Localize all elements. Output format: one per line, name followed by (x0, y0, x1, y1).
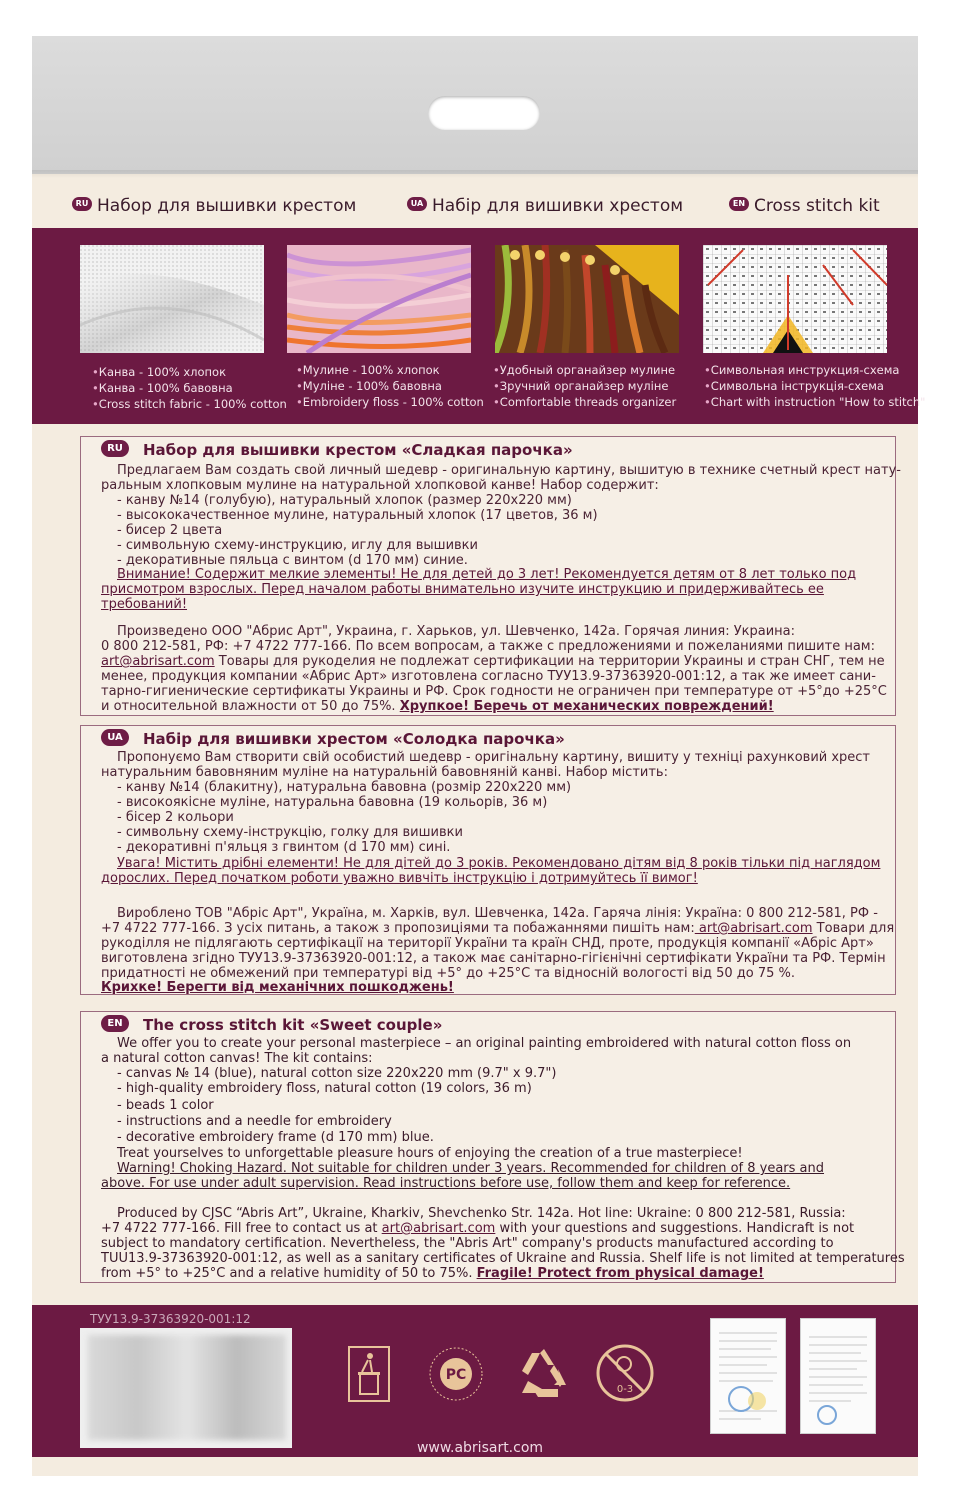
trash-bin-icon (348, 1346, 390, 1402)
ua-item: - бісер 2 кольори (117, 810, 234, 825)
title-ua (407, 196, 683, 218)
en-warning-line: above. For use under adult supervision. Read instructions before use, follow them and keep for reference. (101, 1176, 791, 1191)
ru-producer-line (101, 699, 774, 714)
canvas-fabric-photo (80, 245, 264, 353)
ru-item: - канву №14 (голубую), натуральный хлопок (размер 220х220 мм) (117, 493, 572, 508)
ua-fragile-note: Крихке! Берегти від механічних пошкоджень! (101, 980, 454, 995)
ru-producer-text: Товары для рукоделия не подлежат сертификации на территории Украины и стран СНГ, тем не (214, 654, 885, 669)
ua-warning-line: дорослих. Перед початком роботи уважно вивчіть інструкцію і дотримуйтесь її вимог! (101, 871, 698, 886)
ru-title: Набор для вышивки крестом «Сладкая парочка» (143, 441, 573, 459)
caption-line: • Chart with instruction "How to stitch" (704, 394, 925, 410)
ua-heading (101, 730, 565, 748)
ua-description-panel (80, 725, 896, 995)
hang-hole (428, 96, 540, 130)
website-url[interactable]: www.abrisart.com (416, 1440, 544, 1456)
en-item: - instructions and a needle for embroidery (117, 1114, 392, 1129)
ua-item: - канву №14 (блакитну), натуральна бавовна (розмір 220х220 мм) (117, 780, 572, 795)
caption-line: • Comfortable threads organizer (493, 394, 676, 410)
ua-producer-line (101, 921, 894, 936)
ru-intro-line: Предлагаем Вам создать свой личный шедевр - оригинальную картину, вышитую в технике счетный крест нату- (117, 463, 901, 478)
en-fragile-note: Fragile! Protect from physical damage! (476, 1266, 764, 1281)
ru-email-link[interactable]: art@abrisart.com (101, 654, 215, 669)
ua-title: Набір для вишивки хрестом «Солодка парочка» (143, 730, 565, 748)
en-item: - beads 1 color (117, 1098, 214, 1113)
ru-item: - декоративные пяльца с винтом (d 170 мм) синие. (117, 553, 468, 568)
badge-ua: UA (407, 197, 427, 211)
caption-line: • Embroidery floss - 100% cotton (296, 394, 484, 410)
certificate-document-2 (800, 1318, 876, 1434)
tuu-code: ТУУ13.9-37363920-001:12 (90, 1312, 251, 1326)
en-heading (101, 1016, 442, 1034)
ua-item: - декоративні п'яльця з гвинтом (d 170 мм) сині. (117, 840, 451, 855)
feature-caption-3 (493, 362, 676, 410)
ru-warning-line: Внимание! Содержит мелкие элементы! Не для детей до 3 лет! Рекомендуется детям от 8 лет только под (117, 567, 857, 582)
ua-item: - високоякісне муліне, натуральна бавовна (19 кольорів, 36 м) (117, 795, 548, 810)
ru-description-panel (80, 436, 901, 716)
ua-producer-text: Товари для (812, 921, 895, 936)
badge-ru: RU (72, 197, 92, 211)
en-description-panel (80, 1011, 905, 1283)
en-item: - high-quality embroidery floss, natural cotton (19 colors, 36 m) (117, 1081, 532, 1096)
barcode-blurred (88, 1335, 286, 1440)
ru-heading (101, 441, 573, 459)
ru-badge: RU (101, 440, 129, 457)
ru-item: - бисер 2 цвета (117, 523, 223, 538)
ua-email-link[interactable]: art@abrisart.com (694, 921, 813, 936)
title-ua-text: Набір для вишивки хрестом (432, 196, 684, 216)
ru-intro-line: ральным хлопковым мулине на натуральной хлопковой канве! Набор содержит: (101, 478, 659, 493)
feature-caption-2 (296, 362, 484, 410)
en-title: The cross stitch kit «Sweet couple» (143, 1016, 443, 1034)
title-ru-text: Набор для вышивки крестом (97, 196, 357, 216)
en-badge: EN (101, 1015, 129, 1032)
card-top-shadow (32, 170, 918, 178)
embroidery-floss-photo (287, 245, 471, 353)
ru-producer-line (101, 654, 885, 669)
not-for-children-0-3-icon (594, 1342, 656, 1404)
ru-producer-line: менее, продукция компании «Абрис Арт» изготовлена согласно ТУУ13.9-37363920-001:12, а так же имеет сани- (101, 669, 876, 684)
eco-seal-icon (422, 1343, 490, 1405)
badge-en: EN (729, 197, 749, 211)
threads-organizer-photo (495, 245, 679, 353)
ua-producer-line: Вироблено ТОВ "Абріс Арт", Україна, м. Харків, вул. Шевченка, 142а. Гаряча лінія: Україна: 0 800 212-581, РФ - (117, 906, 878, 921)
recycle-icon (514, 1345, 574, 1401)
en-producer-line: subject to mandatory certification. Nevertheless, the "Abris Art" company's products manufactured according to (101, 1236, 834, 1251)
chart-pattern-photo (703, 245, 887, 353)
en-item: - canvas № 14 (blue), natural cotton size 220x220 mm (9.7" x 9.7") (117, 1066, 557, 1081)
en-producer-text: +7 4722 777-166. Fill free to contact us at (101, 1221, 382, 1236)
caption-line: • Символьна інструкція-схема (704, 378, 925, 394)
ru-warning-line: присмотром взрослых. Перед началом работы внимательно изучите инструкцию и придерживайтесь ее (101, 582, 824, 597)
title-ru (72, 196, 356, 218)
en-email-link[interactable]: art@abrisart.com (381, 1221, 496, 1236)
ua-producer-text: +7 4722 777-166. З усіх питань, а також з пропозиціями та побажаннями пишіть нам: (101, 921, 695, 936)
age-label: 0-3 (616, 1384, 634, 1395)
caption-line: • Зручний органайзер муліне (493, 378, 676, 394)
en-producer-text: with your questions and suggestions. Handicraft is not (495, 1221, 855, 1236)
ua-item: - символьну схему-інструкцію, голку для вишивки (117, 825, 463, 840)
ua-intro-line: Пропонуємо Вам створити свій особистий шедевр - оригінальну картину, вишиту у техніці рахунковий хрест (117, 750, 871, 765)
en-warning-line: Warning! Choking Hazard. Not suitable for children under 3 years. Recommended for children of 8 years and (117, 1161, 825, 1176)
caption-line: • Мулине - 100% хлопок (296, 362, 484, 378)
card-bottom-edge (32, 1457, 918, 1476)
en-producer-line (101, 1221, 854, 1236)
ru-fragile-note: Хрупкое! Беречь от механических повреждений! (399, 699, 774, 714)
caption-line: • Удобный органайзер мулине (493, 362, 676, 378)
ua-producer-line: виготовлена згідно ТУУ13.9-37363920-001:12, а також має санітарно-гігієнічні сертифікати України та РФ. Термін (101, 951, 886, 966)
ru-producer-line: Произведено ООО "Абрис Арт", Украина, г. Харьков, ул. Шевченко, 142а. Горячая линия: Украина: (117, 624, 796, 639)
title-en-text: Cross stitch kit (754, 196, 880, 216)
caption-line: • Канва - 100% бавовна (92, 380, 287, 396)
ua-warning-line: Увага! Містить дрібні елементи! Не для дітей до 3 років. Рекомендовано дітям від 8 років тільки під наглядом (117, 856, 881, 871)
en-producer-text: from +5° to +25°C and a relative humidity of 50 to 75%. (101, 1266, 477, 1281)
certificate-document-1 (710, 1318, 786, 1434)
feature-caption-1 (92, 364, 287, 412)
caption-line: • Символьная инструкция-схема (704, 362, 925, 378)
ru-item: - символьную схему-инструкцию, иглу для вышивки (117, 538, 478, 553)
svg-text:PC: PC (445, 1367, 467, 1383)
en-intro-line: We offer you to create your personal masterpiece – an original painting embroidered with natural cotton floss on (117, 1036, 852, 1051)
feature-caption-4 (704, 362, 925, 410)
en-producer-line: Produced by CJSC “Abris Art”, Ukraine, Kharkiv, Shevchenko Str. 142a. Hot line: Ukraine: 0 800 212-581, Russia: (117, 1206, 846, 1221)
ru-producer-line: 0 800 212-581, РФ: +7 4722 777-166. По всем вопросам, а также с предложениями и пожеланиями пишите нам: (101, 639, 875, 654)
ua-producer-line: рукоділля не підлягають сертифікації на території України та країн СНД, проте, продукція компанії «Абріс Арт» (101, 936, 874, 951)
ua-badge: UA (101, 729, 129, 746)
en-producer-line (101, 1266, 764, 1281)
caption-line: • Муліне - 100% бавовна (296, 378, 484, 394)
en-intro-line: a natural cotton canvas! The kit contains: (101, 1051, 373, 1066)
ua-intro-line: натуральним бавовняним муліне на натуральній бавовняній канві. Набор містить: (101, 765, 668, 780)
ru-producer-line: тарно-гигиенические сертификаты Украины и РФ. Срок годности не ограничен при температуре от +5°до +25°С (101, 684, 887, 699)
ru-warning-line: требований! (101, 597, 188, 612)
caption-line: • Cross stitch fabric - 100% cotton (92, 396, 287, 412)
title-en (729, 196, 880, 218)
caption-line: • Канва - 100% хлопок (92, 364, 287, 380)
en-producer-line: TUU13.9-37363920-001:12, as well as a sanitary certificates of Ukraine and Russia. Shelf life is not limited at temperatures (101, 1251, 905, 1266)
en-item: - decorative embroidery frame (d 170 mm) blue. (117, 1130, 434, 1145)
ru-item: - высококачественное мулине, натуральный хлопок (17 цветов, 36 м) (117, 508, 598, 523)
en-treat-line: Treat yourselves to unforgettable pleasure hours of enjoying the creation of a true masterpiece! (117, 1146, 743, 1161)
ru-producer-text: и относительной влажности от 50 до 75%. (101, 699, 396, 714)
ua-producer-line: придатності не обмежений при температурі від +5° до +25°С та відносній вологості від 50 до 75 %. (101, 966, 796, 981)
